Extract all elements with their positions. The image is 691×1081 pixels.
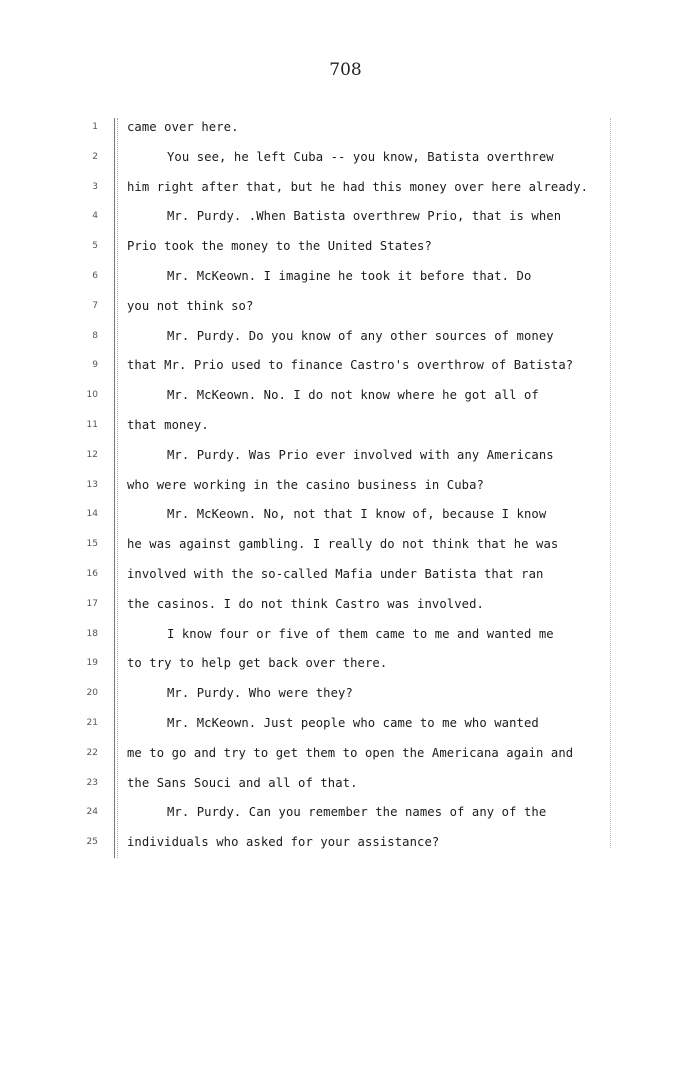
transcript-line <box>0 835 691 857</box>
transcript-line <box>0 388 691 410</box>
transcript-line <box>0 716 691 738</box>
line-number: 21 <box>86 718 98 728</box>
transcript-line <box>0 358 691 380</box>
line-text: Mr. McKeown. No, not that I know of, because I know <box>167 507 547 522</box>
line-number: 14 <box>86 509 98 520</box>
line-text: Mr. McKeown. Just people who came to me who wanted <box>167 716 539 730</box>
transcript-line <box>0 120 691 142</box>
line-text: Mr. McKeown. No. I do not know where he got all of <box>167 388 539 403</box>
line-text: the casinos. I do not think Castro was involved. <box>127 596 484 611</box>
transcript-line <box>0 209 691 231</box>
line-text: Mr. Purdy. Can you remember the names of any of the <box>167 805 547 820</box>
line-text: you not think so? <box>127 298 254 313</box>
transcript-line <box>0 537 691 559</box>
line-number: 13 <box>86 479 98 490</box>
line-number: 24 <box>86 807 98 818</box>
transcript-line <box>0 269 691 291</box>
transcript-line <box>0 329 691 351</box>
line-text: that Mr. Prio used to finance Castro's overthrow of Batista? <box>127 358 574 373</box>
transcript-line <box>0 239 691 261</box>
line-text: who were working in the casino business in Cuba? <box>127 477 484 492</box>
transcript-line <box>0 180 691 202</box>
transcript-line <box>0 150 691 172</box>
transcript-line <box>0 299 691 321</box>
line-text: You see, he left Cuba -- you know, Batista overthrew <box>167 149 554 164</box>
line-text: to try to help get back over there. <box>127 656 388 671</box>
line-number: 3 <box>92 181 98 192</box>
line-number: 5 <box>92 241 98 252</box>
transcript-line <box>0 567 691 589</box>
line-text: Mr. Purdy. .When Batista overthrew Prio, that is when <box>167 209 562 224</box>
line-text: I know four or five of them came to me and wanted me <box>167 626 554 641</box>
line-text: the Sans Souci and all of that. <box>127 775 358 790</box>
transcript-line <box>0 597 691 619</box>
line-number: 2 <box>92 151 98 162</box>
line-number: 1 <box>92 122 98 132</box>
transcript-line <box>0 805 691 827</box>
transcript-line <box>0 478 691 500</box>
line-number: 10 <box>86 390 98 401</box>
transcript-line <box>0 507 691 529</box>
line-number: 7 <box>92 300 98 311</box>
line-text: me to go and try to get them to open the Americana again and <box>127 745 574 760</box>
line-text: Prio took the money to the United States? <box>127 239 432 254</box>
transcript-line <box>0 686 691 708</box>
line-number: 15 <box>86 539 98 550</box>
line-text: Mr. Purdy. Who were they? <box>167 686 353 701</box>
line-number: 4 <box>92 211 98 222</box>
transcript-line <box>0 418 691 440</box>
line-number: 16 <box>86 569 98 579</box>
page-number: 708 <box>329 60 362 80</box>
line-text: came over here. <box>127 120 239 134</box>
line-number: 18 <box>86 628 98 639</box>
line-text: involved with the so-called Mafia under Batista that ran <box>127 567 544 581</box>
transcript-line <box>0 656 691 678</box>
line-number: 6 <box>92 271 98 281</box>
transcript-line <box>0 627 691 649</box>
transcript-line <box>0 746 691 768</box>
line-text: him right after that, but he had this money over here already. <box>127 179 589 194</box>
transcript-line <box>0 776 691 798</box>
transcript-line <box>0 448 691 470</box>
line-number: 12 <box>86 449 98 460</box>
line-number: 9 <box>92 360 98 371</box>
line-number: 11 <box>86 420 98 430</box>
line-text: that money. <box>127 418 209 432</box>
line-number: 22 <box>86 747 98 758</box>
line-number: 20 <box>86 688 98 699</box>
line-text: Mr. McKeown. I imagine he took it before that. Do <box>167 269 532 283</box>
line-text: Mr. Purdy. Do you know of any other sources of money <box>167 328 554 343</box>
line-text: individuals who asked for your assistance? <box>127 835 440 850</box>
line-number: 19 <box>86 658 98 669</box>
line-number: 17 <box>86 598 98 609</box>
line-number: 25 <box>86 837 98 848</box>
line-number: 8 <box>92 330 98 341</box>
line-text: he was against gambling. I really do not think that he was <box>127 537 559 552</box>
line-number: 23 <box>86 777 98 788</box>
line-text: Mr. Purdy. Was Prio ever involved with any Americans <box>167 447 554 462</box>
